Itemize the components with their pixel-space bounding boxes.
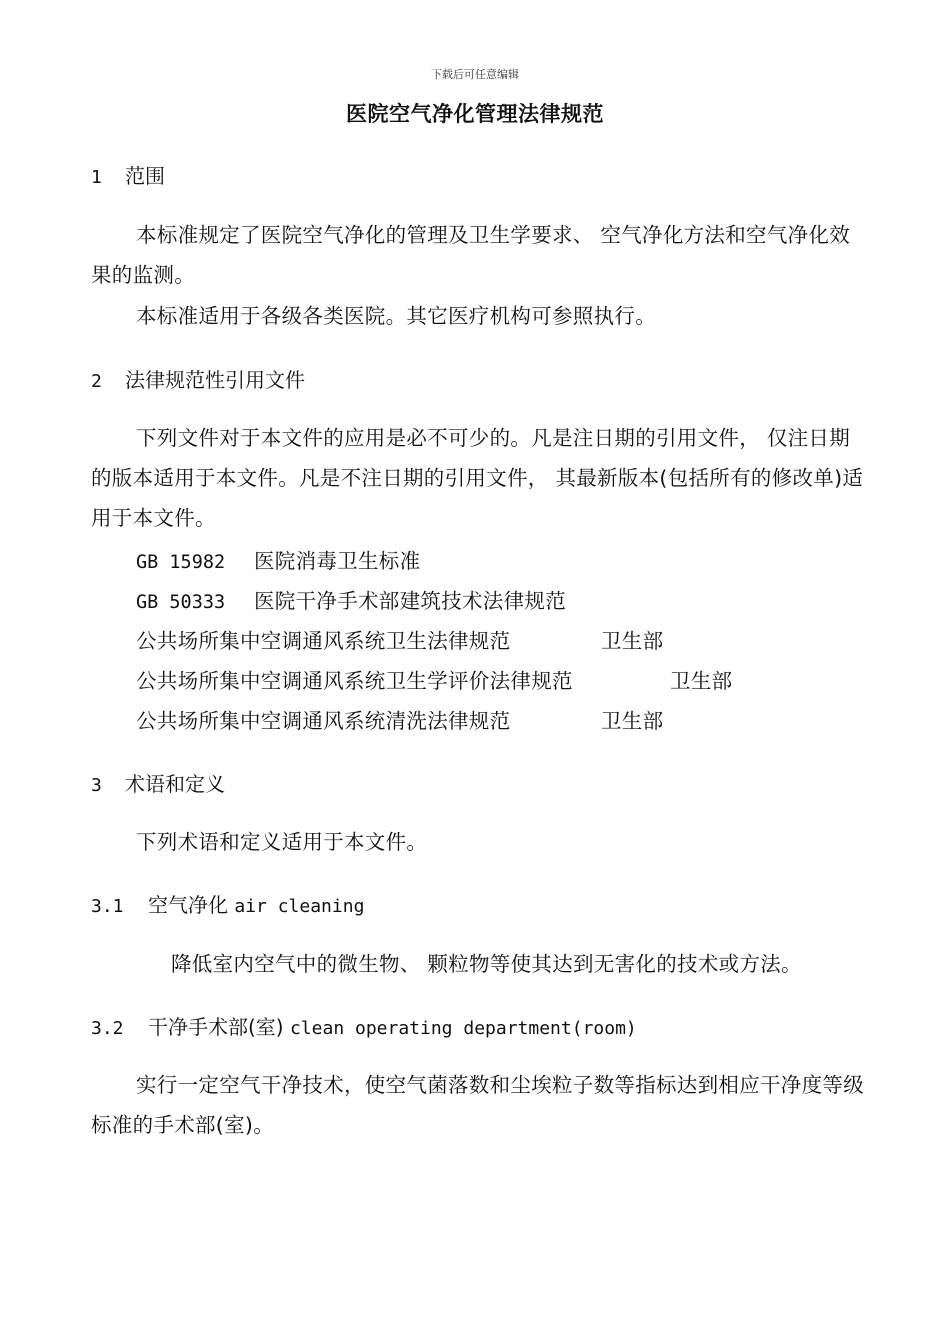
section-3-heading [91, 768, 225, 797]
reference-name: 公共场所集中空调通风系统清洗法律规范 [136, 709, 511, 733]
reference-name: 医院干净手术部建筑技术法律规范 [254, 589, 566, 613]
reference-code: GB 15982 [136, 552, 226, 573]
section-3-paragraph-1: 下列术语和定义适用于本文件。 [136, 830, 428, 854]
section-3-1-number: 3.1 [91, 896, 124, 917]
section-3-2-number: 3.2 [91, 1018, 124, 1039]
section-3-1-heading [91, 889, 364, 918]
section-2-paragraph-1: 下列文件对于本文件的应用是必不可少的。凡是注日期的引用文件， 仅注日期的版本适用于本文件。凡是不注日期的引用文件， 其最新版本(包括所有的修改单)适用于本文件。 [91, 426, 864, 530]
section-2-heading [91, 364, 305, 393]
reference-org: 卫生部 [601, 709, 664, 733]
reference-name: 公共场所集中空调通风系统卫生法律规范 [136, 629, 511, 653]
reference-item [136, 581, 732, 621]
section-3-title: 术语和定义 [125, 772, 225, 796]
reference-item [136, 541, 732, 581]
reference-code: GB 50333 [136, 592, 226, 613]
section-2-title: 法律规范性引用文件 [125, 368, 305, 392]
section-1-heading [91, 160, 165, 189]
reference-item [136, 661, 732, 701]
reference-org: 卫生部 [601, 629, 664, 653]
section-3-number: 3 [91, 775, 102, 796]
section-1-title: 范围 [125, 164, 165, 188]
reference-name: 公共场所集中空调通风系统卫生学评价法律规范 [136, 669, 573, 693]
section-3-2-paragraph-1: 实行一定空气干净技术，使空气菌落数和尘埃粒子数等指标达到相应干净度等级标准的手术部(室)。 [91, 1073, 864, 1137]
document-title: 医院空气净化管理法律规范 [346, 102, 604, 126]
section-3-2-heading [91, 1011, 637, 1040]
section-3-1-title: 空气净化 [148, 893, 228, 917]
section-3-2-english-term: clean operating department(room) [289, 1018, 637, 1039]
section-1-paragraph-2: 本标准适用于各级各类医院。其它医疗机构可参照执行。 [136, 304, 656, 328]
reference-name: 医院消毒卫生标准 [254, 549, 421, 573]
section-1-number: 1 [91, 167, 102, 188]
reference-org: 卫生部 [670, 669, 733, 693]
section-3-1-english-term: air cleaning [234, 896, 365, 917]
reference-list [136, 541, 732, 741]
section-3-2-title: 干净手术部(室) [148, 1015, 284, 1039]
section-3-1-paragraph-1: 降低室内空气中的微生物、 颗粒物等使其达到无害化的技术或方法。 [171, 952, 802, 976]
header-note: 下载后可任意编辑 [431, 68, 519, 81]
reference-item [136, 701, 732, 741]
section-2-number: 2 [91, 371, 102, 392]
section-1-paragraph-1: 本标准规定了医院空气净化的管理及卫生学要求、 空气净化方法和空气净化效果的监测。 [91, 223, 851, 287]
reference-item [136, 621, 732, 661]
